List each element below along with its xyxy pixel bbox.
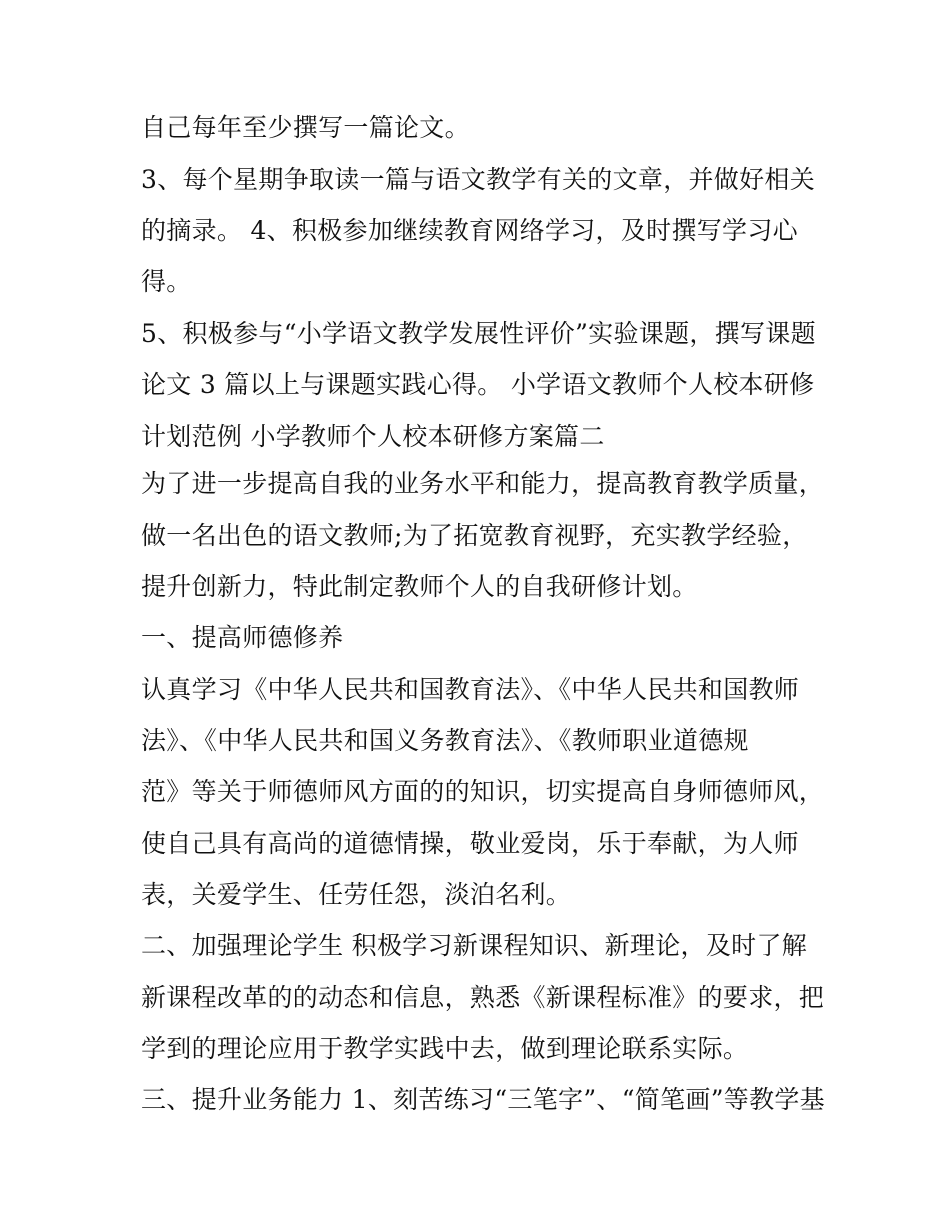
text-line: 的摘录。 4、积极参加继续教育网络学习，及时撰写学习心 xyxy=(141,216,798,245)
text-line: 论文 3 篇以上与课题实践心得。 小学语文教师个人校本研修 xyxy=(141,370,815,399)
text-line: 自己每年至少撰写一篇论文。 xyxy=(141,113,470,142)
text-line: 范》等关于师德师风方面的的知识，切实提高自身师德师风， xyxy=(141,777,825,806)
text-line: 5、积极参与“小学语文教学发展性评价”实验课题，撰写课题 xyxy=(141,319,816,348)
text-line: 3、每个星期争取读一篇与语文教学有关的文章，并做好相关 xyxy=(141,165,816,194)
text-line: 提升创新力，特此制定教师个人的自我研修计划。 xyxy=(141,572,698,601)
section-heading: 一、提高师德修养 xyxy=(141,623,344,652)
text-line: 计划范例 小学教师个人校本研修方案篇二 xyxy=(141,422,605,451)
text-line: 认真学习《中华人民共和国教育法》、《中华人民共和国教师 xyxy=(141,675,800,704)
text-line: 得。 xyxy=(141,267,192,296)
text-line: 二、加强理论学生 积极学习新课程知识、新理论，及时了解 xyxy=(141,931,808,960)
text-line: 表，关爱学生、任劳任怨，淡泊名利。 xyxy=(141,880,572,909)
text-line: 新课程改革的的动态和信息，熟悉《新课程标准》的要求，把 xyxy=(141,983,825,1012)
text-line: 学到的理论应用于教学实践中去，做到理论联系实际。 xyxy=(141,1034,749,1063)
text-line: 三、提升业务能力 1、刻苦练习“三笔字”、“简笔画”等教学基 xyxy=(141,1085,825,1114)
text-line: 为了进一步提高自我的业务水平和能力，提高教育教学质量， xyxy=(141,469,825,498)
text-line: 法》、《中华人民共和国义务教育法》、《教师职业道德规 xyxy=(141,726,749,755)
text-line: 做一名出色的语文教师;为了拓宽教育视野，充实教学经验， xyxy=(141,521,808,550)
text-line: 使自己具有高尚的道德情操，敬业爱岗，乐于奉献，为人师 xyxy=(141,829,799,858)
